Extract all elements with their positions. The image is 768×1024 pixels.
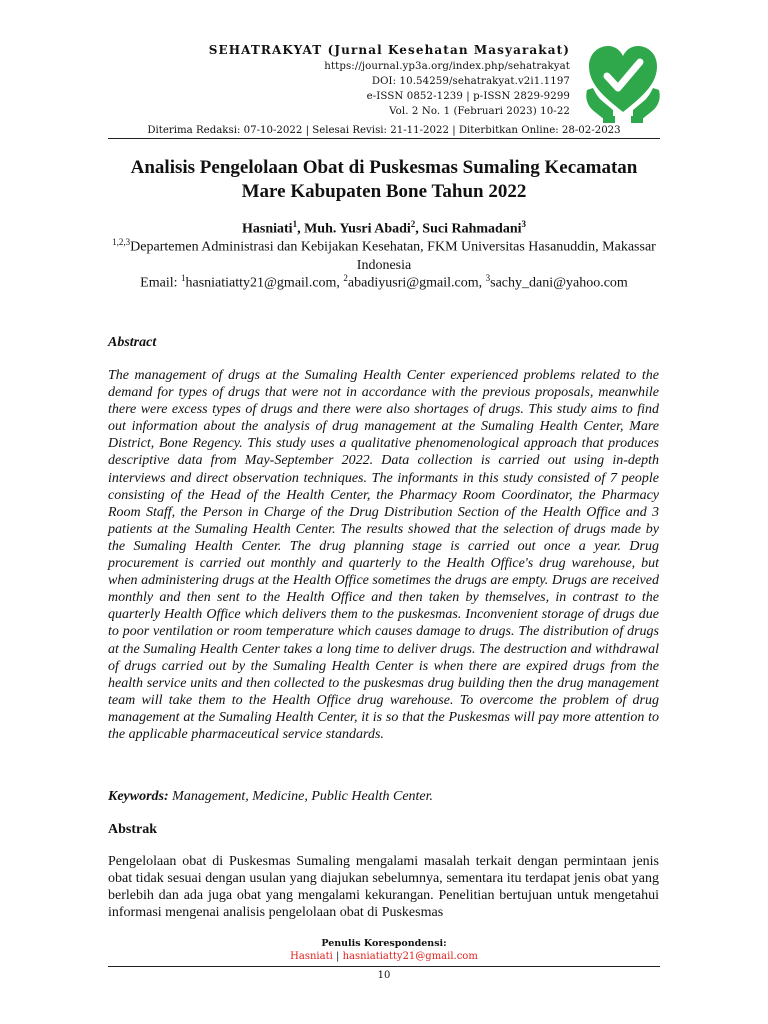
- abstract-heading: Abstract: [108, 335, 157, 350]
- email-link[interactable]: sachy_dani@yahoo.com: [490, 275, 628, 291]
- abstrak-text: Pengelolaan obat di Puskesmas Sumaling mengalami masalah terkait dengan permintaan jenis obat tidak sesuai dengan usulan yang diajukan sebelumnya, sementara itu terdapat jenis obat yang berlebih dan ada juga obat yang mengalami kekurangan. Penelitian bertujuan untuk mengetahui informasi mengenai analisis pengelolaan obat di Puskesmas: [108, 854, 659, 921]
- abstract-text: The management of drugs at the Sumaling Health Center experienced problems related to the demand for types of drugs that were not in accordance with the previous proposals, meanwhile there were excess types of drugs and there were also shortages of drugs. This study aims to find out information about the analysis of drug management at the Sumaling Health Center, Mare District, Bone Regency. This study uses a qualitative phenomenological approach that produces descriptive data from May-September 2022. Data collection is carried out using in-depth interviews and direct observation techniques. The informants in this study consisted of 7 people consisting of the Head of the Health Center, the Pharmacy Room Coordinator, the Pharmacy Room Staff, the Person in Charge of the Drug Distribution Section of the Health Office and 3 patients at the Sumaling Health Center. The results showed that the selection of drugs made by the Sumaling Health Center. The drug planning stage is carried out once a year. Drug procurement is carried out monthly and quarterly to the Health Office's drug warehouse, but when administering drugs at the Health Office sometimes the drugs are empty. Drugs are received monthly and then sent to the Health Office and then taken by themselves, in contrast to the quarterly Health Office which delivers them to the puskesmas. Inconvenient storage of drugs due to poor ventilation or room temperature which causes damage to drugs. The distribution of drugs at the Sumaling Health Center takes a long time to deliver drugs. The destruction and withdrawal of drugs carried out by the Sumaling Health Center is when there are expired drugs from the health service units and then collected to the puskesmas drug building then the drug management team will take them to the Health Office drug warehouse. To overcome the problem of drug management at the Sumaling Health Center, it is so that the Puskesmas will pay more attention to the applicable pharmaceutical service standards.: [108, 368, 659, 742]
- volume-info: Vol. 2 No. 1 (Februari 2023) 10-22: [389, 106, 570, 117]
- author-name: Hasniati: [241, 221, 293, 237]
- affiliation: $^{1,2,3}$Departemen Administrasi dan Kebijakan Kesehatan, FKM Universitas Hasanuddin, Makassar Indonesia: [112, 237, 656, 273]
- header-divider: [108, 138, 660, 139]
- keywords-label: Keywords:: [108, 789, 169, 804]
- article-title: Analisis Pengelolaan Obat di Puskesmas Sumaling Kecamatan Mare Kabupaten Bone Tahun 2022: [130, 157, 638, 202]
- journal-header: [118, 42, 570, 119]
- email-link[interactable]: hasniatiatty21@gmail.com: [185, 275, 337, 291]
- corresponding-author-name: Hasniati: [290, 951, 333, 962]
- journal-title: SEHATRAKYAT (Jurnal Kesehatan Masyarakat): [208, 43, 570, 57]
- email-link[interactable]: abadiyusri@gmail.com: [347, 275, 479, 291]
- corresponding-author-label: Penulis Korespondensi:: [321, 938, 447, 949]
- keywords: [108, 788, 659, 806]
- corresponding-author: Hasniati | hasniatiatty21@gmail.com: [290, 951, 478, 962]
- author-name: Suci Rahmadani: [422, 221, 522, 237]
- keywords-text: Management, Medicine, Public Health Center.: [172, 789, 434, 804]
- author-list: Hasniati$^1$, Muh. Yusri Abadi$^2$, Suci Rahmadani$^3$: [241, 219, 526, 237]
- footer-divider: [108, 966, 660, 967]
- page-number: 10: [377, 970, 391, 981]
- author-emails: Email: $^1$hasniatiatty21@gmail.com, $^2$abadiyusri@gmail.com, $^3$sachy_dani@yahoo.com: [140, 273, 628, 291]
- abstrak-heading: Abstrak: [108, 822, 158, 837]
- doi[interactable]: DOI: 10.54259/sehatrakyat.v2i1.1197: [371, 76, 570, 87]
- author-name: Muh. Yusri Abadi: [304, 221, 411, 237]
- submission-dates: Diterima Redaksi: 07-10-2022 | Selesai Revisi: 21-11-2022 | Diterbitkan Online: 28-02-2023: [147, 125, 621, 136]
- journal-url[interactable]: https://journal.yp3a.org/index.php/sehatrakyat: [324, 61, 570, 72]
- issn: e-ISSN 0852-1239 | p-ISSN 2829-9299: [366, 91, 570, 102]
- journal-logo-icon: [583, 40, 663, 124]
- corresponding-author-email[interactable]: hasniatiatty21@gmail.com: [342, 951, 478, 962]
